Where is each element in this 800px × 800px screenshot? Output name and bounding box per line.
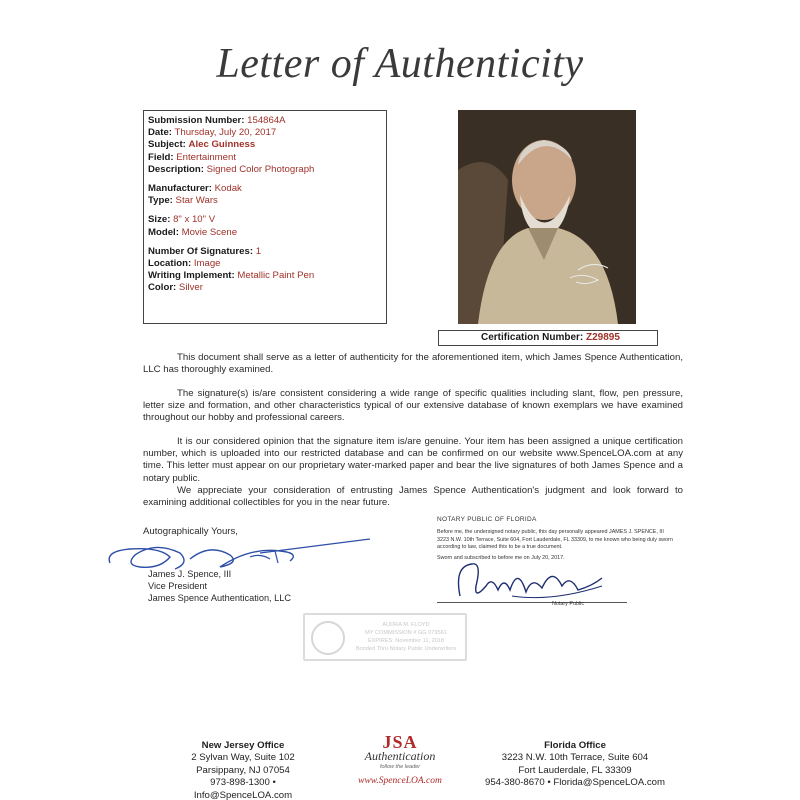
field-value: Alec Guinness (188, 139, 256, 151)
stamp-line: MY COMMISSION # GG 079561 (365, 630, 447, 636)
office-city: Fort Lauderdale, FL 33309 (518, 764, 632, 776)
implement-row (148, 270, 382, 282)
stamp-line: AUDRA M. FLOYD (382, 622, 430, 628)
certification-box (438, 330, 658, 346)
closing-line: Autographically Yours, (143, 526, 238, 537)
model-row (148, 227, 382, 239)
subject-row (148, 139, 382, 151)
paragraph-3: It is our considered opinion that the signature item is/are genuine. Your item has been assigned a unique certification number, which is uploaded into our restricted database and can be confirmed on our website www.SpenceLOA.com at any time. This letter must appear on our proprietary water-marked paper and bear the live signatures of both James Spence and a notary public. (143, 436, 683, 484)
portrait-illustration (458, 110, 636, 324)
location-row (148, 258, 382, 270)
signed-photograph (458, 110, 636, 324)
field-value: Movie Scene (181, 226, 238, 238)
field-label: Description: (148, 163, 204, 175)
jsa-logo (340, 732, 460, 786)
color-row (148, 282, 382, 294)
field-label: Location: (148, 258, 192, 270)
office-title: New Jersey Office (201, 740, 285, 751)
paragraph-2: The signature(s) is/are consistent considering a wide range of specific qualities including slant, flow, pen pressure, letter size and formation, and other characteristics typical of our extensive database of known exemplars we have examined throughout our hobby and professional careers. (143, 388, 683, 424)
field-value: 8" x 10" V (173, 214, 216, 226)
cert-number: Z29895 (586, 332, 620, 343)
field-label: Number Of Signatures: (148, 245, 254, 257)
field-value: Kodak (214, 183, 242, 195)
fl-office (480, 740, 670, 790)
field-label: Field: (148, 151, 174, 163)
office-title: Florida Office (544, 740, 606, 751)
signer-name: James J. Spence, III (148, 569, 232, 579)
page-title: Letter of Authenticity (216, 41, 584, 87)
signature-notary (452, 556, 612, 606)
description-row (148, 164, 382, 176)
notary-label: Notary Public (552, 601, 585, 607)
signer-title: Vice President (148, 581, 208, 592)
date-row (148, 127, 382, 139)
office-address: 3223 N.W. 10th Terrace, Suite 604 (501, 752, 649, 764)
field-value: 1 (255, 245, 262, 257)
submission-row (148, 115, 382, 127)
field-value: Entertainment (176, 151, 236, 163)
signatures-row (148, 246, 382, 258)
field-label: Manufacturer: (148, 183, 212, 195)
field-value: Star Wars (175, 195, 218, 207)
signer-company: James Spence Authentication, LLC (148, 593, 292, 604)
notary-stamp (303, 613, 467, 661)
office-contact: 954-380-8670 • Florida@SpenceLOA.com (484, 777, 666, 789)
signer-block (148, 568, 291, 605)
field-value: Image (193, 258, 221, 270)
field-label: Submission Number: (148, 115, 245, 126)
nj-office (168, 740, 318, 800)
stamp-text (351, 621, 461, 653)
field-value: Thursday, July 20, 2017 (174, 127, 277, 139)
notary-text: Before me, the undersigned notary public, this day personally appeared JAMES J. SPENCE, III 3223 N.W. 10th Terrace, Suite 604, Fort Lauderdale, FL 33309, to me known who being duly sworn according to law, claimed this to be a true document. (437, 529, 673, 551)
field-label: Type: (148, 195, 173, 207)
stamp-line: Bonded Thru Notary Public Underwriters (355, 646, 457, 652)
field-label: Size: (148, 214, 171, 226)
office-city: Parsippany, NJ 07054 (196, 764, 290, 776)
field-value: Silver (178, 282, 203, 294)
notary-sworn: Sworn and subscribed to before me on July 20, 2017. (437, 554, 565, 561)
seal-icon (311, 621, 345, 655)
field-value: Signed Color Photograph (206, 163, 315, 175)
field-label: Date: (148, 127, 172, 139)
cert-label: Certification Number: (481, 332, 584, 343)
field-value: 154864A (247, 115, 286, 126)
field-label: Color: (148, 282, 177, 294)
field-value: Metallic Paint Pen (237, 270, 315, 282)
manufacturer-row (148, 183, 382, 195)
notary-header: NOTARY PUBLIC OF FLORIDA (437, 516, 537, 523)
field-label: Writing Implement: (148, 270, 235, 282)
field-label: Subject: (148, 139, 186, 151)
office-contact: 973-898-1300 • Info@SpenceLOA.com (193, 777, 293, 800)
website-link[interactable]: www.SpenceLOA.com (358, 776, 442, 786)
size-row (148, 214, 382, 226)
jsa-authentication: Authentication (364, 749, 436, 763)
field-row (148, 152, 382, 164)
jsa-tagline: follow the leader (379, 764, 421, 770)
paragraph-4: We appreciate your consideration of entrusting James Spence Authentication's judgment and look forward to examining additional collectibles for you in the near future. (143, 485, 683, 509)
stamp-line: EXPIRES: November 11, 2018 (367, 638, 445, 644)
item-details-box (143, 110, 387, 324)
field-label: Model: (148, 226, 179, 238)
paragraph-1: This document shall serve as a letter of authenticity for the aforementioned item, which James Spence Authentication, LLC has thoroughly examined. (143, 352, 683, 376)
type-row (148, 195, 382, 207)
office-address: 2 Sylvan Way, Suite 102 (191, 752, 295, 764)
jsa-mark: JSA (382, 732, 418, 752)
